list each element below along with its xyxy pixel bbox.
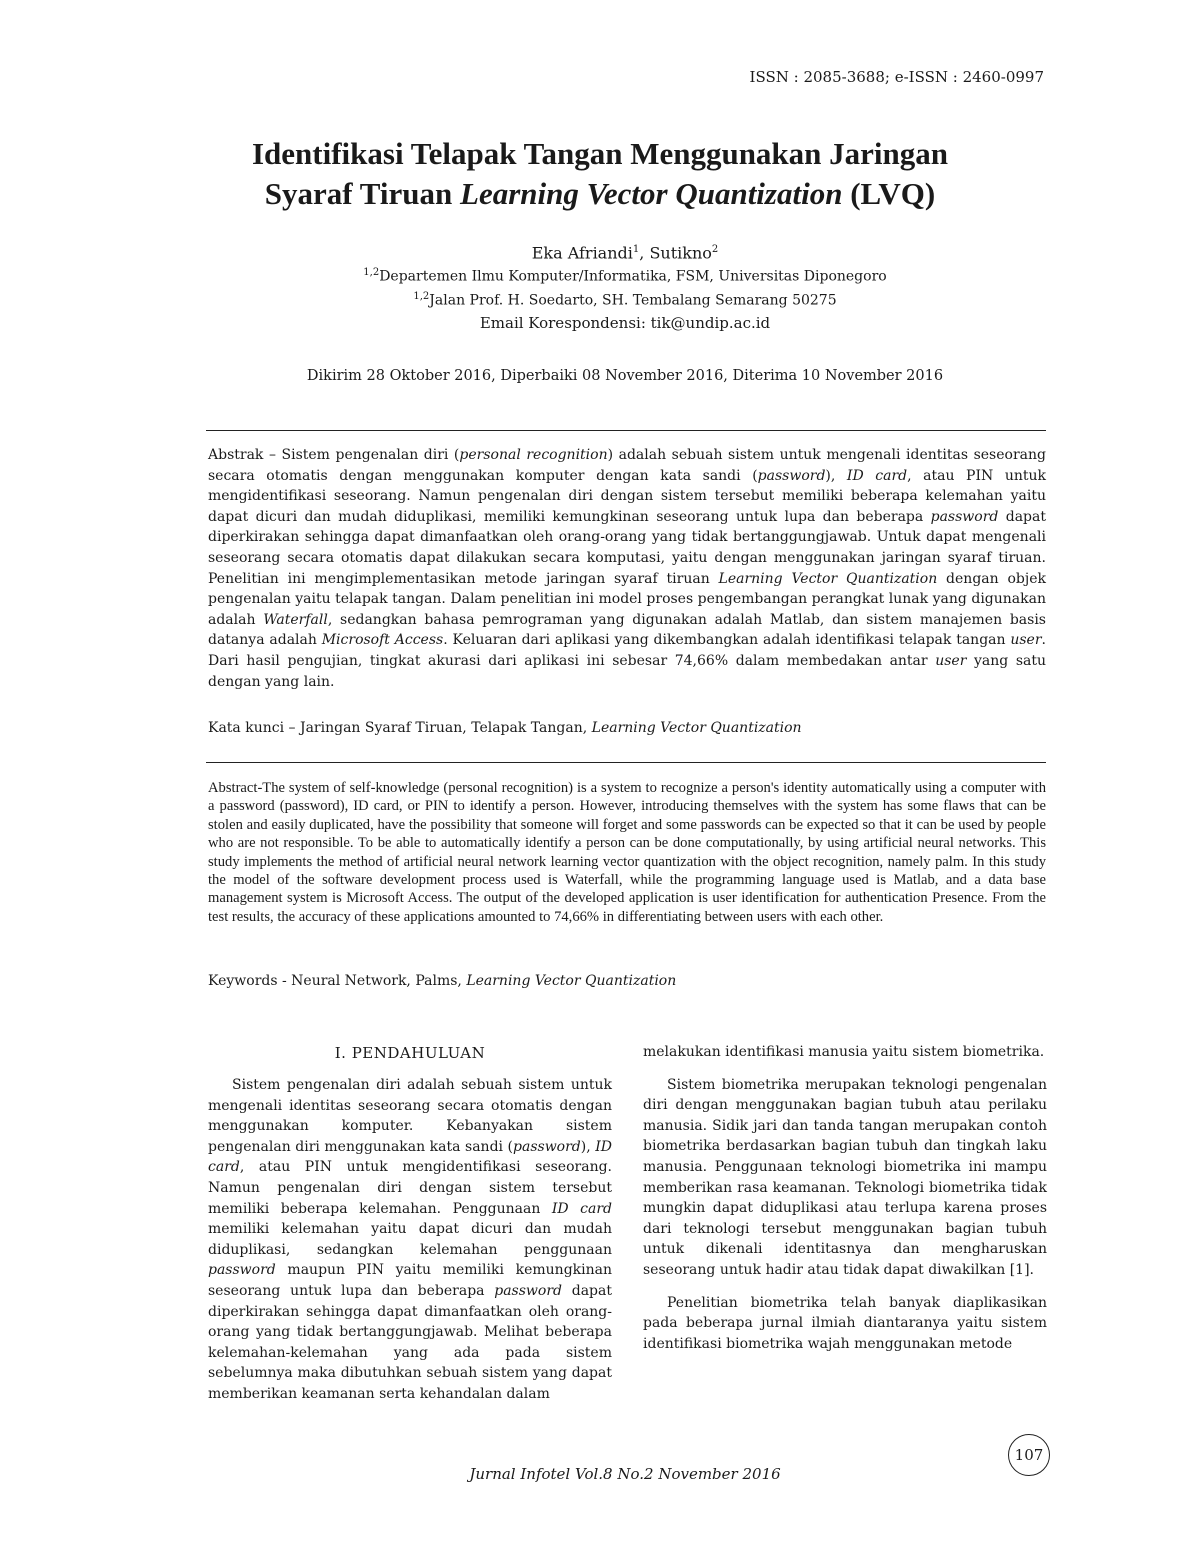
author-block <box>150 240 1100 333</box>
affiliation-2 <box>150 287 1100 311</box>
author-names <box>150 240 1100 263</box>
affiliation-2-text: Jalan Prof. H. Soedarto, SH. Tembalang Semarang 50275 <box>429 292 837 309</box>
author-2-sup: 2 <box>711 244 719 255</box>
abstract-english: Abstract-The system of self-knowledge (personal recognition) is a system to recognize a person's identity automatically using a computer with a password (password), ID card, or PIN to identify a person. However, introducing themselves with the system has some flaws that can be stolen and easily duplicated, have the possibility that someone will forget and some passwords can be expected so that it can be used by people who are not responsible. To be able to automatically identify a person can be done computationally, by using artificial neural networks. This study implements the method of artificial neural network learning vector quantization with the object recognition, namely palm. In this study the model of the software development process used is Waterfall, while the programming language used is Matlab, and a data base management system is Microsoft Access. The output of the developed application is user identification for authentication Presence. From the test results, the accuracy of these applications amounted to 74,66% in differentiating between users with each other. <box>208 780 1046 925</box>
keywords: Keywords - Neural Network, Palms, Learning Vector Quantization <box>208 973 677 989</box>
title-prefix: Syaraf Tiruan <box>264 176 461 211</box>
kata-kunci: Kata kunci – Jaringan Syaraf Tiruan, Telapak Tangan, Learning Vector Quantization <box>208 720 802 736</box>
author-1: Eka Afriandi <box>531 243 633 263</box>
divider-middle <box>206 762 1046 763</box>
submission-dates: Dikirim 28 Oktober 2016, Diperbaiki 08 November 2016, Diterima 10 November 2016 <box>306 368 944 384</box>
left-column-paragraph: Sistem pengenalan diri adalah sebuah sistem untuk mengenali identitas seseorang secara otomatis dengan menggunakan komputer. Kebanyakan sistem pengenalan diri menggunakan kata sandi (password), ID card, atau PIN untuk mengidentifikasi seseorang. Namun pengenalan diri dengan sistem tersebut memiliki beberapa kelemahan. Penggunaan ID card memiliki kelemahan yaitu dapat dicuri dan mudah diduplikasi, sedangkan kelemahan penggunaan password maupun PIN yaitu memiliki kemungkinan seseorang untuk lupa dan beberapa password dapat diperkirakan sehingga dapat dimanfaatkan oleh orang-orang yang tidak bertanggungjawab. Melihat beberapa kelemahan-kelemahan yang ada pada sistem sebelumnya maka dibutuhkan sebuah sistem yang dapat memberikan keamanan serta kehandalan dalam <box>208 1077 613 1402</box>
author-separator: , <box>639 243 650 263</box>
title-suffix: (LVQ) <box>842 176 936 211</box>
title-line-2 <box>150 174 1050 214</box>
affiliation-1-sup: 1,2 <box>363 267 380 279</box>
affiliation-1 <box>150 263 1100 287</box>
title-italic: Learning Vector Quantization <box>460 176 843 211</box>
left-column <box>208 1075 612 1417</box>
divider-top <box>206 430 1046 431</box>
author-2: Sutikno <box>649 243 712 263</box>
journal-footer: Jurnal Infotel Vol.8 No.2 November 2016 <box>469 1465 781 1483</box>
issn-header: ISSN : 2085-3688; e-ISSN : 2460-0997 <box>749 68 1044 86</box>
right-column <box>643 1042 1047 1366</box>
paper-title <box>150 134 1050 214</box>
email-line: Email Korespondensi: tik@undip.ac.id <box>479 313 771 332</box>
right-column-paragraph-3: Penelitian biometrika telah banyak diaplikasikan pada beberapa jurnal ilmiah diantaranya yaitu sistem identifikasi biometrika wajah menggunakan metode <box>643 1294 1047 1352</box>
affiliation-2-sup: 1,2 <box>413 290 430 302</box>
right-column-paragraph-2: Sistem biometrika merupakan teknologi pengenalan diri dengan menggunakan bagian tubuh atau perilaku manusia. Sidik jari dan tanda tangan merupakan contoh biometrika berdasarkan bagian tubuh dan tingkah laku manusia. Penggunaan teknologi biometrika ini mampu memberikan rasa keamanan. Teknologi biometrika tidak mungkin dapat diduplikasi atau terlupa karena proses dari teknologi tersebut menggunakan bagian tubuh untuk dikenali identitasnya dan mengharuskan seseorang untuk hadir atau tidak dapat diwakilkan [1]. <box>643 1076 1047 1278</box>
abstrak-paragraph: Abstrak – Sistem pengenalan diri (personal recognition) adalah sebuah sistem untuk mengenali identitas seseorang secara otomatis dengan menggunakan komputer dengan kata sandi (password), ID card, atau PIN untuk mengidentifikasi seseorang. Namun pengenalan diri dengan sistem tersebut memiliki beberapa kelemahan yaitu dapat dicuri dan mudah diduplikasi, memiliki kemungkinan seseorang untuk lupa dan beberapa password dapat diperkirakan sehingga dapat dimanfaatkan oleh orang-orang yang tidak bertanggungjawab. Untuk dapat mengenali seseorang secara otomatis dapat dilakukan secara komputasi, yaitu dengan menggunakan jaringan syaraf tiruan. Penelitian ini mengimplementasikan metode jaringan syaraf tiruan Learning Vector Quantization dengan objek pengenalan yaitu telapak tangan. Dalam penelitian ini model proses pengembangan perangkat lunak yang digunakan adalah Waterfall, sedangkan bahasa pemrograman yang digunakan adalah Matlab, dan sistem manajemen basis datanya adalah Microsoft Access. Keluaran dari aplikasi yang dikembangkan adalah identifikasi telapak tangan user. Dari hasil pengujian, tingkat akurasi dari aplikasi ini sebesar 74,66% dalam membedakan antar user yang satu dengan yang lain. <box>208 447 1046 690</box>
page-number: 107 <box>1008 1434 1050 1476</box>
title-line-1: Identifikasi Telapak Tangan Menggunakan Jaringan <box>251 136 949 171</box>
right-column-paragraph-1: melakukan identifikasi manusia yaitu sistem biometrika. <box>643 1044 1045 1060</box>
section-heading-pendahuluan: I. PENDAHULUAN <box>334 1044 486 1062</box>
author-1-sup: 1 <box>632 244 640 255</box>
affiliation-1-text: Departemen Ilmu Komputer/Informatika, FSM, Universitas Diponegoro <box>379 268 887 285</box>
